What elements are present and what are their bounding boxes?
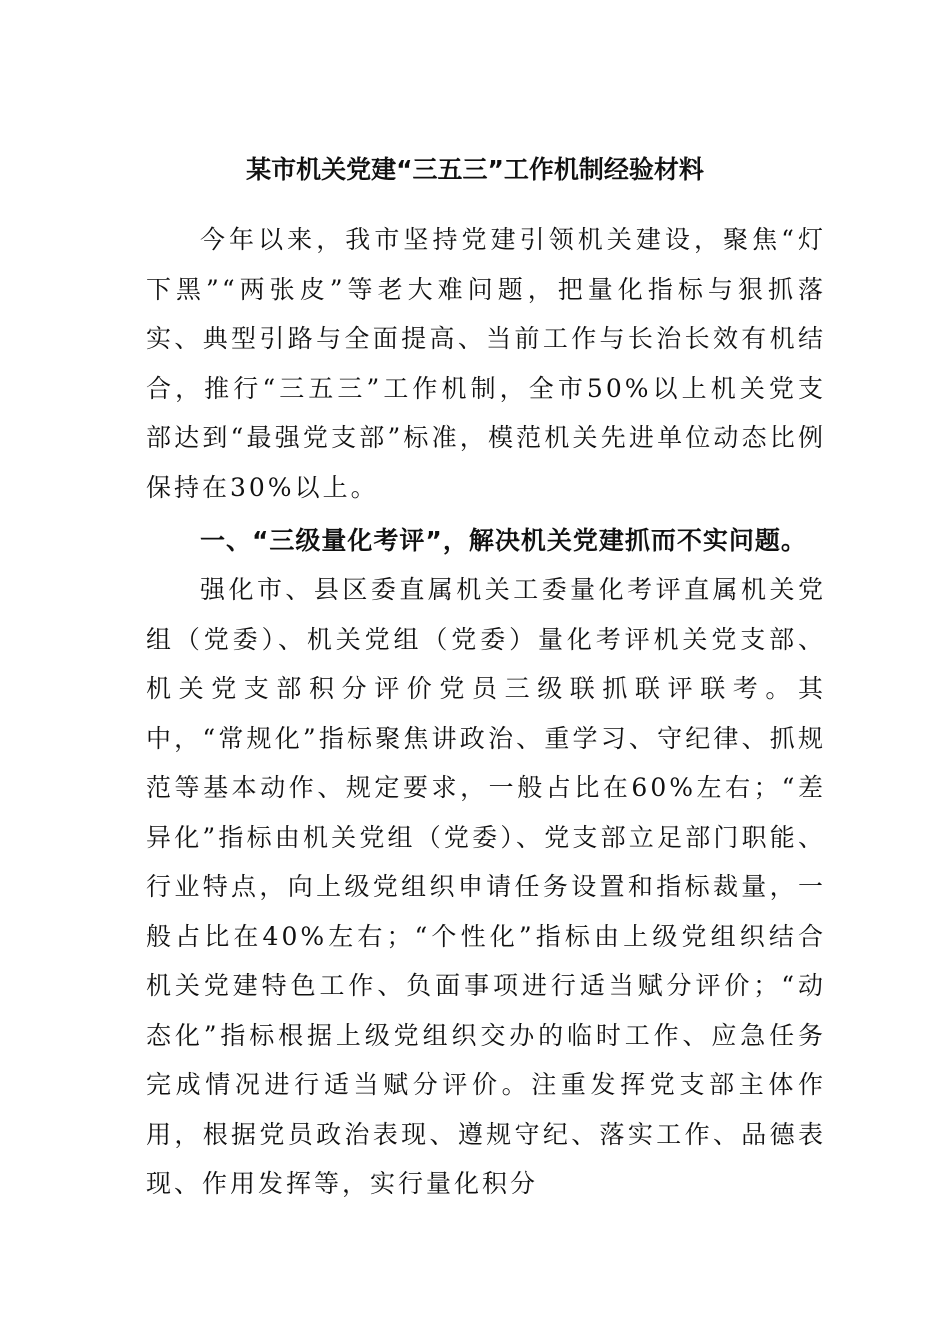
section-heading: 一、“三级量化考评”，解决机关党建抓而不实问题。 (200, 526, 807, 555)
intro-paragraph: 今年以来，我市坚持党建引领机关建设，聚焦“灯下黑”“两张皮”等老大难问题，把量化指标与狠抓落实、典型引路与全面提高、当前工作与长治长效有机结合，推行“三五三”工作机制，全市50%以上机关党支部达到“最强党支部”标准，模范机关先进单位动态比例保持在30%以上。 (146, 225, 826, 502)
section-paragraph: 强化市、县区委直属机关工委量化考评直属机关党组（党委）、机关党组（党委）量化考评机关党支部、机关党支部积分评价党员三级联抓联评联考。其中，“常规化”指标聚焦讲政治、重学习、守纪律、抓规范等基本动作、规定要求，一般占比在60%左右；“差异化”指标由机关党组（党委）、党支部立足部门职能、行业特点，向上级党组织申请任务设置和指标裁量，一般占比在40%左右；“个性化”指标由上级党组织结合机关党建特色工作、负面事项进行适当赋分评价；“动态化”指标根据上级党组织交办的临时工作、应急任务完成情况进行适当赋分评价。注重发挥党支部主体作用，根据党员政治表现、遵规守纪、落实工作、品德表现、作用发挥等，实行量化积分 (146, 575, 826, 1198)
document-title: 某市机关党建“三五三”工作机制经验材料 (246, 155, 704, 184)
